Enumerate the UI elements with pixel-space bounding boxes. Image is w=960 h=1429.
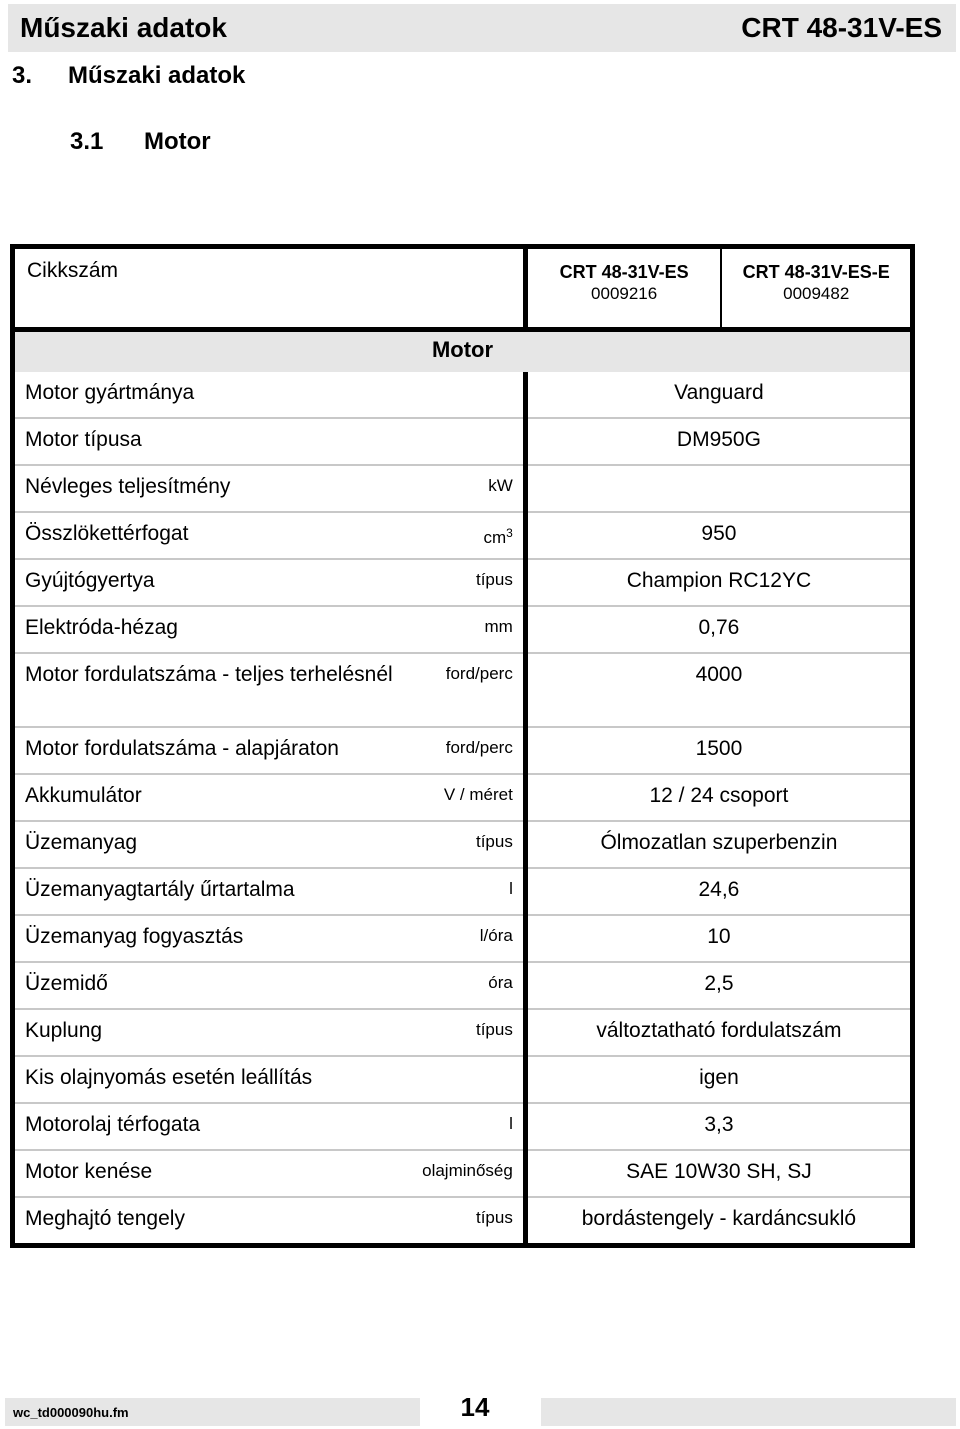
spec-unit-text: típus — [475, 570, 513, 589]
spec-unit — [395, 1009, 526, 1056]
table-row — [13, 1150, 913, 1197]
spec-label: Összlökettérfogat — [13, 512, 395, 559]
table-section-row — [13, 330, 913, 373]
spec-unit-text: típus — [475, 1020, 513, 1039]
spec-value — [525, 465, 912, 512]
spec-unit-text: V / méret — [443, 785, 513, 804]
spec-unit-text: l — [509, 1114, 513, 1133]
table-row — [13, 418, 913, 465]
model-2-code: 0009482 — [783, 284, 850, 303]
footer-right-bar — [541, 1398, 956, 1426]
spec-value: 2,5 — [525, 962, 912, 1009]
spec-label: Akkumulátor — [13, 774, 395, 821]
spec-value: változtatható fordulatszám — [525, 1009, 912, 1056]
spec-label: Üzemidő — [13, 962, 395, 1009]
spec-label: Elektróda-hézag — [13, 606, 395, 653]
spec-label: Motor gyártmánya — [13, 372, 395, 418]
table-row — [13, 1056, 913, 1103]
footer-file-name: wc_td000090hu.fm — [13, 1405, 129, 1420]
spec-unit-text: ford/perc — [445, 664, 513, 683]
part-number-label: Cikkszám — [13, 247, 526, 330]
spec-unit — [395, 1197, 526, 1246]
spec-label: Üzemanyag — [13, 821, 395, 868]
spec-unit — [395, 606, 526, 653]
table-row — [13, 915, 913, 962]
spec-label: Motor fordulatszáma - teljes terhelésnél — [13, 653, 395, 727]
spec-label: Motor fordulatszáma - alapjáraton — [13, 727, 395, 774]
spec-unit-text: cm — [483, 528, 507, 547]
header-model: CRT 48-31V-ES — [741, 12, 942, 43]
spec-unit-superscript: 3 — [506, 526, 513, 540]
spec-label: Üzemanyagtartály űrtartalma — [13, 868, 395, 915]
subsection-title: Motor — [144, 128, 211, 155]
spec-value: 4000 — [525, 653, 912, 727]
spec-unit — [395, 774, 526, 821]
table-row — [13, 653, 913, 727]
spec-label: Motor kenése — [13, 1150, 395, 1197]
table-row — [13, 1103, 913, 1150]
spec-label: Üzemanyag fogyasztás — [13, 915, 395, 962]
spec-value: Ólmozatlan szuperbenzin — [525, 821, 912, 868]
table-row — [13, 727, 913, 774]
spec-label: Motor típusa — [13, 418, 395, 465]
spec-unit — [395, 512, 526, 559]
model-2-name: CRT 48-31V-ES-E — [742, 262, 890, 282]
spec-unit-text: kW — [488, 476, 513, 495]
model-1-name: CRT 48-31V-ES — [559, 262, 689, 282]
spec-unit-text: l/óra — [479, 926, 513, 945]
spec-unit — [395, 868, 526, 915]
spec-unit — [395, 915, 526, 962]
spec-unit — [395, 727, 526, 774]
spec-unit — [395, 559, 526, 606]
spec-value: 24,6 — [525, 868, 912, 915]
spec-unit — [395, 1056, 526, 1103]
spec-unit-text: típus — [475, 832, 513, 851]
spec-unit-text: ford/perc — [445, 738, 513, 757]
spec-value: 10 — [525, 915, 912, 962]
spec-value: Champion RC12YC — [525, 559, 912, 606]
spec-value: DM950G — [525, 418, 912, 465]
table-header-row — [13, 247, 913, 330]
section-title: Műszaki adatok — [68, 62, 246, 89]
spec-unit-text: olajminőség — [422, 1161, 513, 1180]
model-1-code: 0009216 — [591, 284, 658, 303]
footer-file-bar — [5, 1398, 420, 1426]
table-row — [13, 962, 913, 1009]
spec-unit — [395, 653, 526, 727]
model-column-2 — [721, 247, 912, 330]
spec-unit-text: óra — [488, 973, 513, 992]
spec-value: Vanguard — [525, 372, 912, 418]
spec-unit — [395, 465, 526, 512]
spec-unit — [395, 1103, 526, 1150]
spec-label: Kis olajnyomás esetén leállítás — [13, 1056, 395, 1103]
spec-label: Kuplung — [13, 1009, 395, 1056]
spec-label: Motorolaj térfogata — [13, 1103, 395, 1150]
spec-value: 3,3 — [525, 1103, 912, 1150]
table-row — [13, 606, 913, 653]
table-row — [13, 1197, 913, 1246]
table-section-title: Motor — [13, 330, 913, 373]
subsection-number: 3.1 — [70, 128, 104, 155]
page-header-bar — [8, 4, 956, 52]
table-row — [13, 372, 913, 418]
header-title: Műszaki adatok — [20, 12, 227, 43]
spec-value: 1500 — [525, 727, 912, 774]
table-row — [13, 1009, 913, 1056]
section-heading — [12, 62, 245, 90]
spec-unit-text: mm — [484, 617, 513, 636]
spec-unit-text: l — [509, 879, 513, 898]
table-row — [13, 868, 913, 915]
table-row — [13, 821, 913, 868]
spec-value: SAE 10W30 SH, SJ — [525, 1150, 912, 1197]
model-column-1 — [525, 247, 721, 330]
spec-unit — [395, 1150, 526, 1197]
table-row — [13, 559, 913, 606]
subsection-heading — [70, 128, 211, 156]
table-row — [13, 465, 913, 512]
spec-label: Gyújtógyertya — [13, 559, 395, 606]
spec-value: 950 — [525, 512, 912, 559]
spec-unit — [395, 418, 526, 465]
table-row — [13, 774, 913, 821]
spec-value: igen — [525, 1056, 912, 1103]
spec-unit — [395, 372, 526, 418]
spec-label: Névleges teljesítmény — [13, 465, 395, 512]
spec-value: bordástengely - kardáncsukló — [581, 1207, 857, 1230]
spec-unit — [395, 821, 526, 868]
table-row — [13, 512, 913, 559]
spec-unit — [395, 962, 526, 1009]
section-number: 3. — [12, 62, 33, 89]
spec-label: Meghajtó tengely — [25, 1207, 185, 1230]
spec-unit-text: típus — [475, 1208, 513, 1227]
engine-spec-table — [10, 244, 915, 1248]
spec-value: 12 / 24 csoport — [525, 774, 912, 821]
page-number: 14 — [460, 1392, 490, 1422]
spec-value: 0,76 — [525, 606, 912, 653]
